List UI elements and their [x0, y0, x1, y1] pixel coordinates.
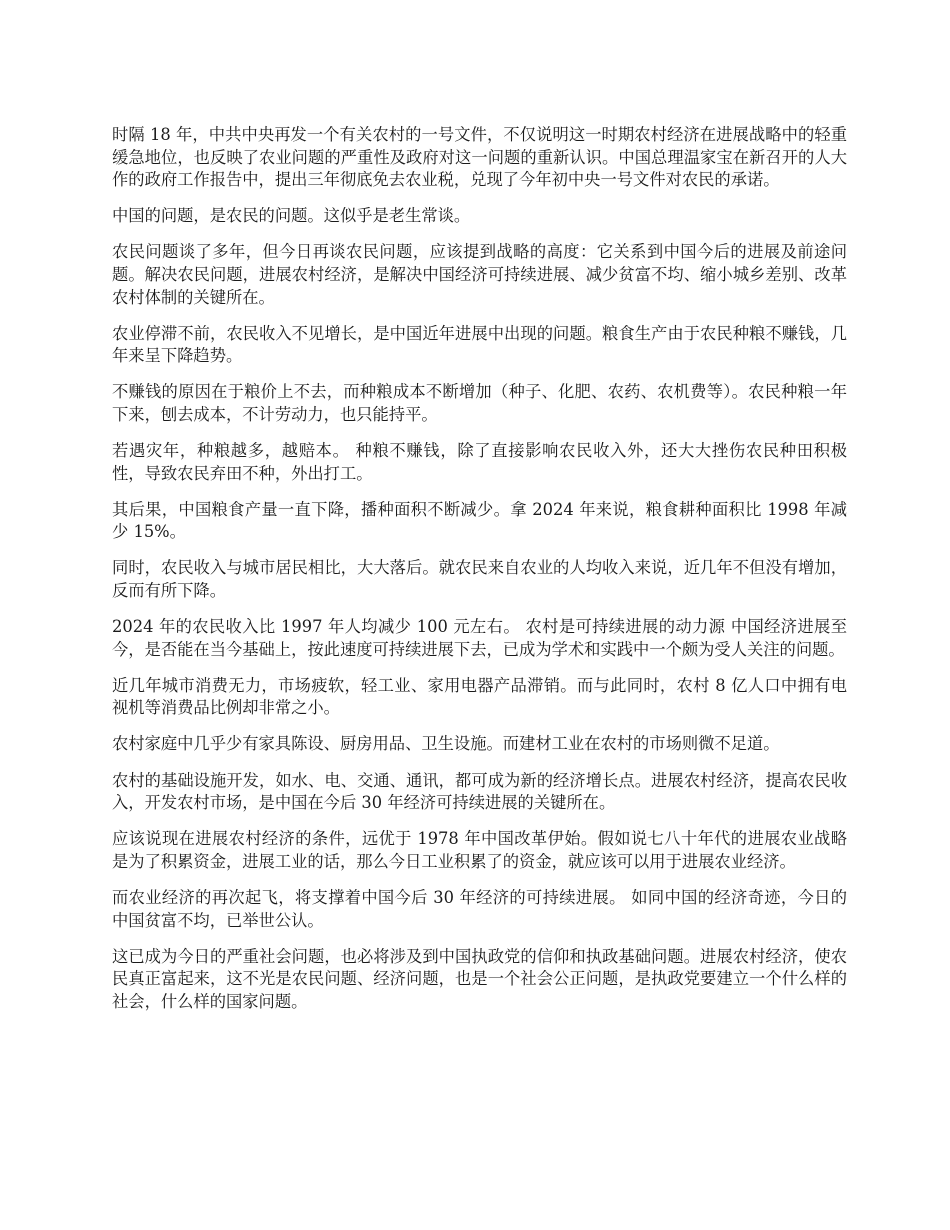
paragraph: 其后果，中国粮食产量一直下降，播种面积不断减少。拿 2024 年来说，粮食耕种面积比 1998 年减少 15%。 [112, 499, 847, 542]
paragraph: 近几年城市消费无力，市场疲软，轻工业、家用电器产品滞销。而与此同时，农村 8 亿人口中拥有电视机等消费品比例却非常之小。 [112, 675, 847, 718]
paragraph: 应该说现在进展农村经济的条件，远优于 1978 年中国改革伊始。假如说七八十年代的进展农业战略是为了积累资金，进展工业的话，那么今日工业积累了的资金，就应该可以用于进展农业经济。 [112, 829, 847, 871]
paragraph: 农民问题谈了多年，但今日再谈农民问题，应该提到战略的高度：它关系到中国今后的进展及前途问题。解决农民问题，进展农村经济，是解决中国经济可持续进展、减少贫富不均、缩小城乡差别、改革农村体制的关键所在。 [112, 242, 847, 307]
paragraph: 农业停滞不前，农民收入不见增长，是中国近年进展中出现的问题。粮食生产由于农民种粮不赚钱，几年来呈下降趋势。 [112, 323, 847, 366]
paragraph: 若遇灾年，种粮越多，越赔本。 种粮不赚钱，除了直接影响农民收入外，还大大挫伤农民种田积极性，导致农民弃田不种，外出打工。 [112, 441, 847, 483]
paragraph: 而农业经济的再次起飞，将支撑着中国今后 30 年经济的可持续进展。 如同中国的经济奇迹，今日的中国贫富不均，已举世公认。 [112, 887, 847, 930]
paragraph: 中国的问题，是农民的问题。这似乎是老生常谈。 [112, 206, 471, 226]
paragraph: 农村家庭中几乎少有家具陈设、厨房用品、卫生设施。而建材工业在农村的市场则微不足道。 [112, 734, 780, 754]
paragraph: 2024 年的农民收入比 1997 年人均减少 100 元左右。 农村是可持续进展的动力源 中国经济进展至今，是否能在当今基础上，按此速度可持续进展下去，已成为学术和实践中一个颇为受人关注的问题。 [112, 617, 847, 659]
paragraph: 不赚钱的原因在于粮价上不去，而种粮成本不断增加（种子、化肥、农药、农机费等）。农民种粮一年下来，刨去成本，不计劳动力，也只能持平。 [112, 382, 847, 424]
paragraph: 时隔 18 年，中共中央再发一个有关农村的一号文件，不仅说明这一时期农村经济在进展战略中的轻重缓急地位，也反映了农业问题的严重性及政府对这一问题的重新认识。中国总理温家宝在新召开的人大作的政府工作报告中，提出三年彻底免去农业税，兑现了今年初中央一号文件对农民的承诺。 [112, 125, 847, 190]
document-body [112, 124, 847, 1027]
paragraph: 农村的基础设施开发，如水、电、交通、通讯，都可成为新的经济增长点。进展农村经济，提高农民收入，开发农村市场，是中国在今后 30 年经济可持续进展的关键所在。 [112, 770, 847, 813]
paragraph: 同时，农民收入与城市居民相比，大大落后。就农民来自农业的人均收入来说，近几年不但没有增加，反而有所下降。 [112, 558, 847, 600]
paragraph: 这已成为今日的严重社会问题，也必将涉及到中国执政党的信仰和执政基础问题。进展农村经济，使农民真正富起来，这不光是农民问题、经济问题，也是一个社会公正问题，是执政党要建立一个什么样的社会，什么样的国家问题。 [112, 946, 847, 1011]
